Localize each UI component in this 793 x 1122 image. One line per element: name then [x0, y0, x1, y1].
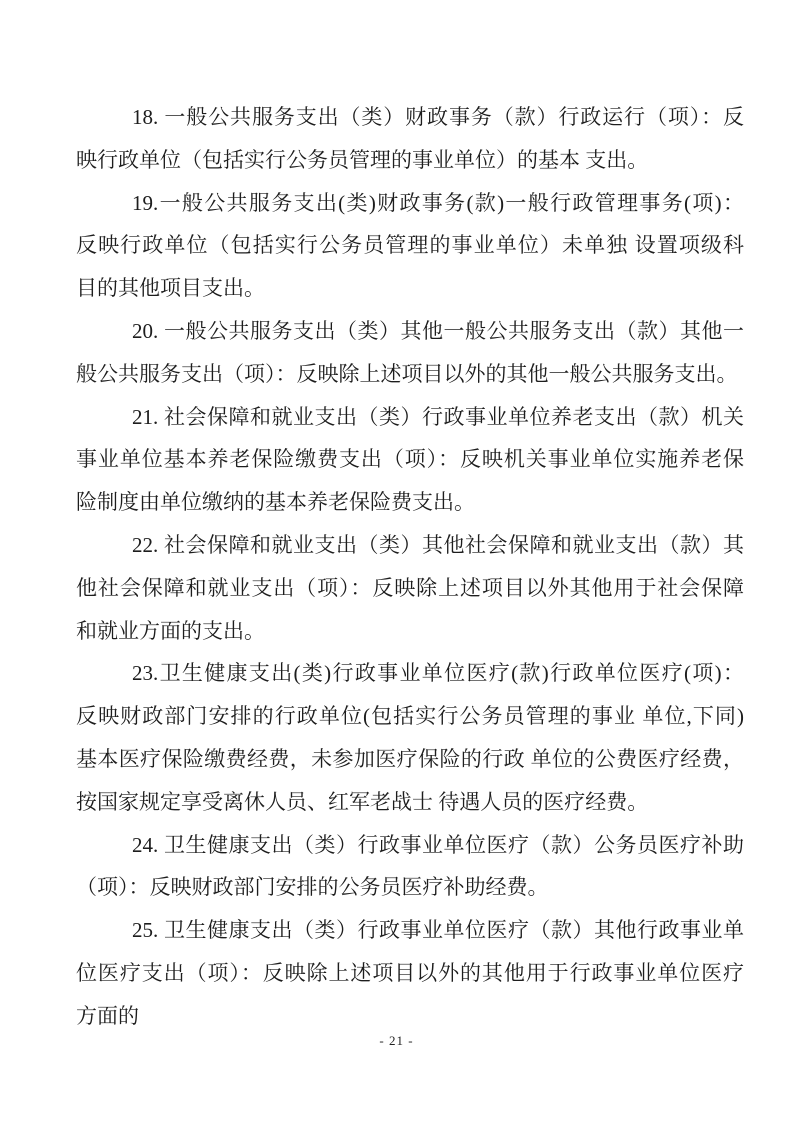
text-line: 和就业方面的支出。	[76, 618, 265, 643]
text-line: 他社会保障和就业支出（项）：反映除上述项目以外其他用于社会保障	[76, 575, 744, 600]
text-line: 映行政单位（包括实行公务员管理的事业单位）的基本 支出。	[76, 147, 649, 172]
page-footer	[0, 1033, 793, 1049]
text-line: 22. 社会保障和就业支出（类）其他社会保障和就业支出（款）其	[132, 532, 744, 557]
paragraph-20	[76, 310, 744, 396]
text-line: 险制度由单位缴纳的基本养老保险费支出。	[76, 490, 475, 515]
text-line: 事业单位基本养老保险缴费支出（项）：反映机关事业单位实施养老保	[76, 447, 744, 472]
paragraph-23	[76, 652, 744, 823]
text-line: 19.一般公共服务支出(类)财政事务(款)一般行政管理事务(项)：	[132, 190, 744, 215]
paragraph-18	[76, 96, 744, 182]
text-line: 18. 一般公共服务支出（类）财政事务（款）行政运行（项）：反	[132, 105, 744, 129]
text-line: 反映行政单位（包括实行公务员管理的事业单位）未单独 设置项级科	[76, 233, 744, 258]
text-line: 23.卫生健康支出(类)行政事业单位医疗(款)行政单位医疗(项)：	[132, 661, 744, 686]
paragraph-19	[76, 182, 744, 310]
text-line: （项）：反映财政部门安排的公务员医疗补助经费。	[76, 875, 549, 900]
paragraph-24	[76, 824, 744, 910]
text-line: 21. 社会保障和就业支出（类）行政事业单位养老支出（款）机关	[132, 404, 744, 429]
paragraph-22	[76, 524, 744, 652]
document-body	[76, 96, 744, 1038]
text-line: 20. 一般公共服务支出（类）其他一般公共服务支出（款）其他一	[132, 318, 744, 343]
page-number: - 21 -	[379, 1033, 414, 1048]
text-line: 24. 卫生健康支出（类）行政事业单位医疗（款）公务员医疗补助	[132, 832, 744, 857]
paragraph-21	[76, 396, 744, 524]
text-line: 位医疗支出（项）：反映除上述项目以外的其他用于行政事业单位医疗	[76, 960, 744, 985]
text-line: 般公共服务支出（项）：反映除上述项目以外的其他一般公共服务支出。	[76, 361, 738, 386]
text-line: 方面的	[76, 1003, 139, 1028]
text-line: 基本医疗保险缴费经费，未参加医疗保险的行政 单位的公费医疗经费，	[76, 746, 744, 771]
text-line: 25. 卫生健康支出（类）行政事业单位医疗（款）其他行政事业单	[132, 918, 744, 943]
text-line: 反映财政部门安排的行政单位(包括实行公务员管理的事业 单位,下同)	[76, 704, 744, 729]
paragraph-25	[76, 909, 744, 1037]
text-line: 按国家规定享受离休人员、红军老战士 待遇人员的医疗经费。	[76, 789, 649, 814]
text-line: 目的其他项目支出。	[76, 276, 265, 301]
